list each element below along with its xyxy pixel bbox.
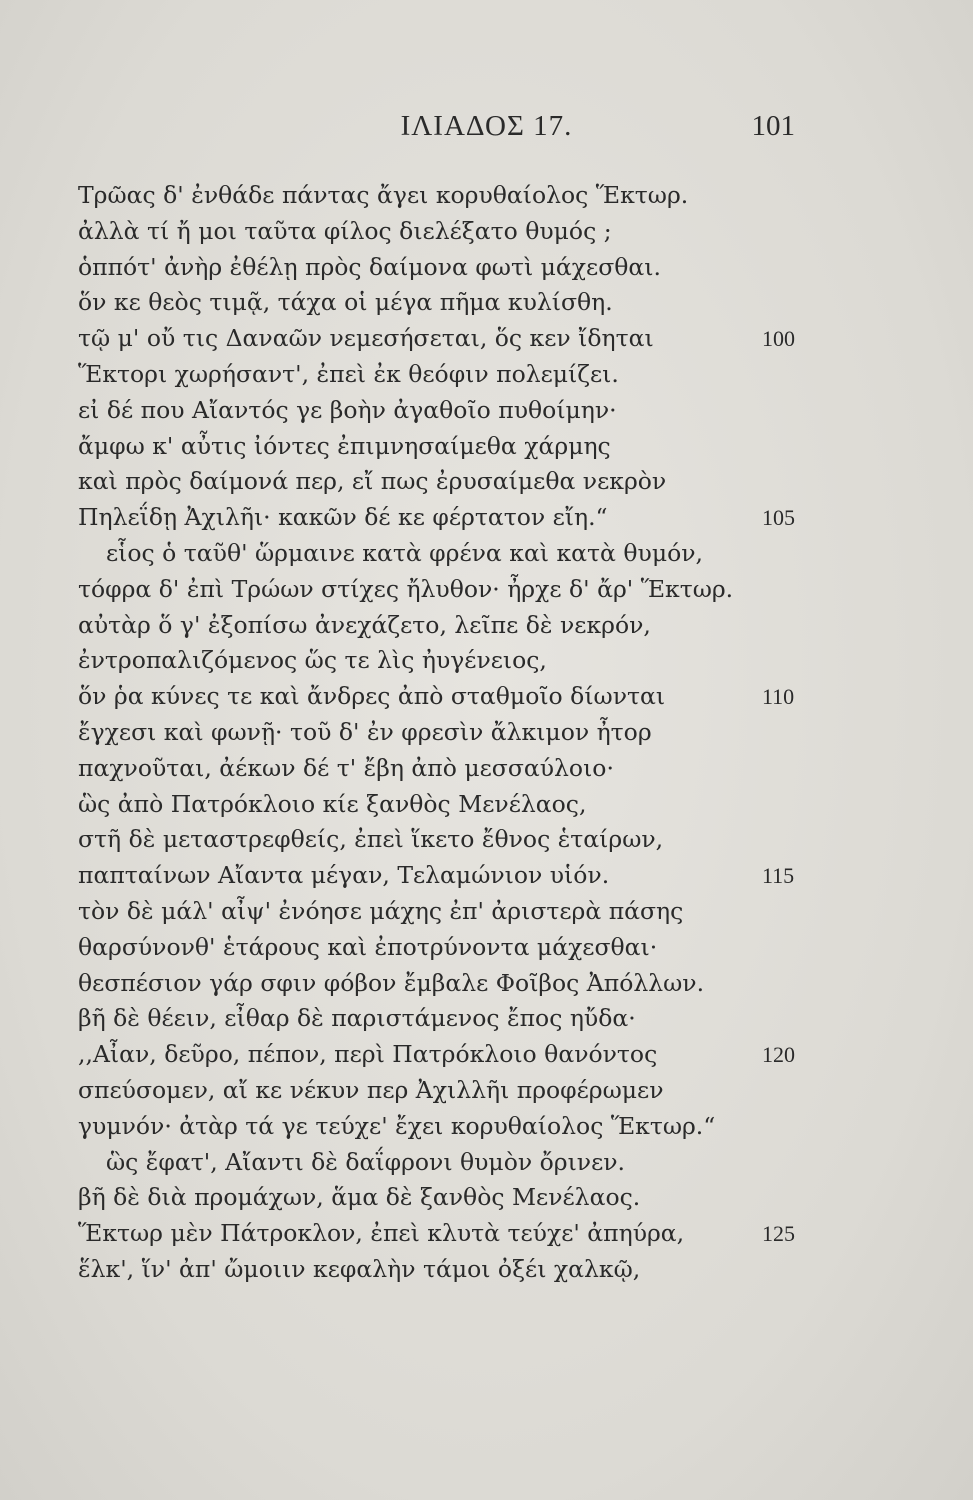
verse-text: [78, 178, 908, 1288]
verse-line-text: ἄμφω κ' αὖτις ἰόντες ἐπιμνησαίμεθα χάρμης: [78, 431, 611, 460]
verse-line-text: παπταίνων Αἴαντα μέγαν, Τελαμώνιον υἱόν.: [78, 861, 610, 890]
verse-line-text: βῆ δὲ διὰ προμάχων, ἅμα δὲ ξανθὸς Μενέλαος.: [78, 1183, 641, 1212]
verse-line-text: ἀλλὰ τί ἤ μοι ταῦτα φίλος διελέξατο θυμός ;: [78, 216, 612, 245]
verse-line-text: εἷος ὁ ταῦθ' ὥρμαινε κατὰ φρένα καὶ κατὰ θυμόν,: [106, 538, 704, 567]
verse-line-text: καὶ πρὸς δαίμονά περ, εἴ πως ἐρυσαίμεθα νεκρὸν: [78, 467, 667, 496]
verse-line-text: βῆ δὲ θέειν, εἶθαρ δὲ παριστάμενος ἔπος ηὔδα·: [78, 1004, 636, 1033]
verse-line: [78, 1109, 908, 1145]
verse-line: [78, 1145, 908, 1181]
verse-line: [78, 679, 908, 715]
verse-line-text: θαρσύνονθ' ἑτάρους καὶ ἐποτρύνοντα μάχεσθαι·: [78, 932, 658, 961]
verse-line-text: τῷ μ' οὔ τις Δαναῶν νεμεσήσεται, ὅς κεν ἴδηται: [78, 324, 654, 353]
verse-line-text: ,,Αἶαν, δεῦρο, πέπον, περὶ Πατρόκλοιο θανόντος: [78, 1040, 658, 1069]
line-number: 110: [762, 684, 795, 710]
verse-line: [78, 858, 908, 894]
verse-line-text: ὣς ἔφατ', Αἴαντι δὲ δαΐφρονι θυμὸν ὄρινεν.: [106, 1147, 626, 1176]
verse-line-text: Ἕκτορι χωρήσαντ', ἐπεὶ ἐκ θεόφιν πολεμίζει.: [78, 359, 619, 388]
verse-line-text: γυμνόν· ἀτὰρ τά γε τεύχε' ἔχει κορυθαίολος Ἕκτωρ.“: [78, 1111, 716, 1140]
verse-line-text: Τρῶας δ' ἐνθάδε πάντας ἄγει κορυθαίολος Ἕκτωρ.: [78, 181, 689, 209]
verse-line: [78, 429, 908, 465]
verse-line: [78, 1252, 908, 1288]
page-title: ΙΛΙΑΔΟΣ 17.: [400, 110, 573, 142]
page-number: 101: [751, 110, 795, 142]
verse-line: [78, 285, 908, 321]
line-number: 115: [762, 863, 795, 889]
verse-line: [78, 822, 908, 858]
verse-line: [78, 751, 908, 787]
verse-line: [78, 357, 908, 393]
verse-line: [78, 715, 908, 751]
verse-line: [78, 572, 908, 608]
verse-line-text: στῆ δὲ μεταστρεφθείς, ἐπεὶ ἵκετο ἔθνος ἑταίρων,: [78, 825, 664, 854]
verse-line: [78, 787, 908, 823]
verse-line-text: τόφρα δ' ἐπὶ Τρώων στίχες ἤλυθον· ἦρχε δ' ἄρ' Ἕκτωρ.: [78, 574, 734, 603]
verse-line-text: εἰ δέ που Αἴαντός γε βοὴν ἀγαθοῖο πυθοίμην·: [78, 395, 617, 424]
line-number: 100: [762, 326, 795, 352]
verse-line: [78, 250, 908, 286]
verse-line-text: ἐντροπαλιζόμενος ὥς τε λὶς ἠυγένειος,: [78, 646, 547, 675]
verse-line: [78, 1001, 908, 1037]
verse-line: [78, 178, 908, 214]
verse-line: [78, 930, 908, 966]
verse-line-text: ἔγχεσι καὶ φωνῇ· τοῦ δ' ἐν φρεσὶν ἄλκιμον ἦτορ: [78, 717, 652, 746]
verse-line: [78, 1037, 908, 1073]
verse-line-text: ἕλκ', ἵν' ἀπ' ὤμοιιν κεφαλὴν τάμοι ὀξέι χαλκῷ,: [78, 1254, 641, 1283]
verse-line: [78, 1216, 908, 1252]
verse-line-text: θεσπέσιον γάρ σφιν φόβον ἔμβαλε Φοῖβος Ἀπόλλων.: [78, 968, 705, 997]
verse-line-text: ὅν κε θεὸς τιμᾷ, τάχα οἱ μέγα πῆμα κυλίσθη.: [78, 288, 613, 317]
verse-line-text: αὐτὰρ ὅ γ' ἐξοπίσω ἀνεχάζετο, λεῖπε δὲ νεκρόν,: [78, 610, 651, 639]
verse-line: [78, 393, 908, 429]
verse-line: [78, 966, 908, 1002]
verse-line: [78, 608, 908, 644]
line-number: 105: [762, 505, 795, 531]
verse-line: [78, 500, 908, 536]
verse-line-text: Ἕκτωρ μὲν Πάτροκλον, ἐπεὶ κλυτὰ τεύχε' ἀπηύρα,: [78, 1219, 685, 1248]
verse-line-text: τὸν δὲ μάλ' αἶψ' ἐνόησε μάχης ἐπ' ἀριστερὰ πάσης: [78, 896, 684, 925]
verse-line: [78, 1073, 908, 1109]
verse-line-text: ὣς ἀπὸ Πατρόκλοιο κίε ξανθὸς Μενέλαος,: [78, 789, 587, 818]
verse-line: [78, 214, 908, 250]
verse-line: [78, 321, 908, 357]
verse-line-text: ὅν ῥα κύνες τε καὶ ἄνδρες ἀπὸ σταθμοῖο δίωνται: [78, 682, 666, 711]
line-number: 125: [762, 1221, 795, 1247]
line-number: 120: [762, 1042, 795, 1068]
verse-line: [78, 464, 908, 500]
verse-line: [78, 894, 908, 930]
verse-line-text: παχνοῦται, ἀέκων δέ τ' ἔβη ἀπὸ μεσσαύλοιο·: [78, 753, 614, 782]
verse-line-text: Πηλεΐδῃ Ἀχιλῆι· κακῶν δέ κε φέρτατον εἴη.“: [78, 503, 608, 532]
verse-line-text: ὁππότ' ἀνὴρ ἐθέλῃ πρὸς δαίμονα φωτὶ μάχεσθαι.: [78, 252, 661, 281]
verse-line: [78, 1180, 908, 1216]
verse-line-text: σπεύσομεν, αἴ κε νέκυν περ Ἀχιλλῆι προφέρωμεν: [78, 1075, 664, 1104]
verse-line: [78, 536, 908, 572]
verse-line: [78, 643, 908, 679]
